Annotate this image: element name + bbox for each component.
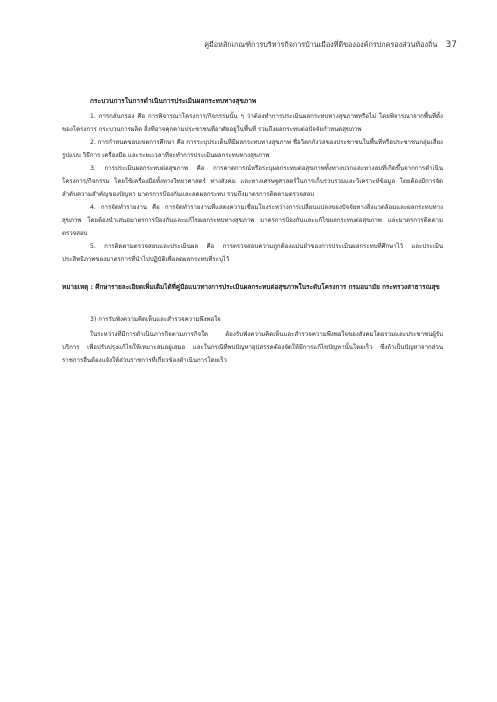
subsection-title: 3) การรับฟังความคิดเห็นและสำรวจความพึงพอใจ xyxy=(90,316,221,323)
page-number: 37 xyxy=(445,40,457,50)
section-item-4: 4. การจัดทำรายงาน คือ การจัดทำรายงานที่แสดงความเชื่อมโยงระหว่างการเปลี่ยนแปลงของปัจจัยทางสิ่งแวดล้อมและผลกระทบทางสุขภาพ โดยต้องนำเสนอมาตรการป้องกันและแก้ไขผลกระทบทางสุขภาพ มาตรการป้องกันและแก้ไขผลกระทบต่อสุขภาพ และมาตรการติดตามตรวจสอบ xyxy=(62,204,443,237)
section-item-1: 1. การกลั่นกรอง คือ การพิจารณาโครงการ/กิจกรรมนั้น ๆ ว่าต้องทำการประเมินผลกระทบทางสุขภาพหรือไม่ โดยพิจารณาจากพื้นที่ตั้งของโครงการ กระบวนการผลิต สิ่งที่อาจคุกคามประชาชนที่อาศัยอยู่ในพื้นที่ รวมถึงผลกระทบต่อปัจจัยกำหนดสุขภาพ xyxy=(62,113,443,133)
note-paragraph: หมายเหตุ : ศึกษารายละเอียดเพิ่มเติมได้ที่คู่มือแนวทางการประเมินผลกระทบต่อสุขภาพในระดับโครงการ กรมอนามัย กระทรวงสาธารณสุข xyxy=(62,283,440,291)
page-header xyxy=(204,40,457,51)
subsection-body: ในระหว่างที่มีการดำเนินภารกิจตามภารกิจใด ต้องรับฟังความคิดเห็นและสำรวจความพึงพอใจของสังคมโดยรวมและประชาชนผู้รับบริการ เพื่อปรับปรุงแก้ไขให้เหมาะสมอยู่เสมอ และในกรณีที่พบปัญหาอุปสรรคต้องจัดให้มีการแก้ไขปัญหานั้นโดยเร็ว ซึ่งถ้าเป็นปัญหาจากส่วนราชการอื่นต้องแจ้งให้ส่วนราชการที่เกี่ยวข้องดำเนินการโดยเร็ว xyxy=(62,331,443,364)
section-item-3: 3. การประเมินผลกระทบต่อสุขภาพ คือ การคาดการณ์หรือระบุผลกระทบต่อสุขภาพทั้งทางบวกและทางลบที่เกิดขึ้นจากการดำเนินโครงการ/กิจกรรม โดยใช้เครื่องมือทั้งทางวิทยาศาสตร์ ทางสังคม และทางเศรษฐศาสตร์ในการเก็บรวบรวมและวิเคราะห์ข้อมูล โดยต้องมีการจัดลำดับความสำคัญของปัญหา มาตรการป้องกันและลดผลกระทบ รวมถึงมาตรการติดตามตรวจสอบ xyxy=(62,165,443,198)
header-title: คู่มือหลักเกณฑ์การบริหารกิจการบ้านเมืองที่ดีขององค์กรปกครองส่วนท้องถิ่น xyxy=(204,40,438,49)
section-item-5: 5. การติดตามตรวจสอบและประเมินผล คือ การตรวจสอบความถูกต้องแม่นยำของการประเมินผลกระทบที่ศึกษาไว้ และประเมินประสิทธิภาพของมาตรการที่นำไปปฏิบัติเพื่อลดผลกระทบที่ระบุไว้ xyxy=(62,243,443,263)
section-title: กระบวนการในการดำเนินการประเมินผลกระทบทางสุขภาพ xyxy=(90,97,257,105)
page-content xyxy=(62,95,443,367)
section-item-2: 2. การกำหนดขอบเขตการศึกษา คือ การระบุประเด็นที่มีผลกระทบทางสุขภาพ ชื่อวิตกกังวลของประชาชนในพื้นที่หรือประชาชนกลุ่มเสี่ยง รูปแบบ วิธีการ เครื่องมือ และระยะเวลาที่จะทำการประเมินผลกระทบทางสุขภาพ xyxy=(62,139,443,159)
